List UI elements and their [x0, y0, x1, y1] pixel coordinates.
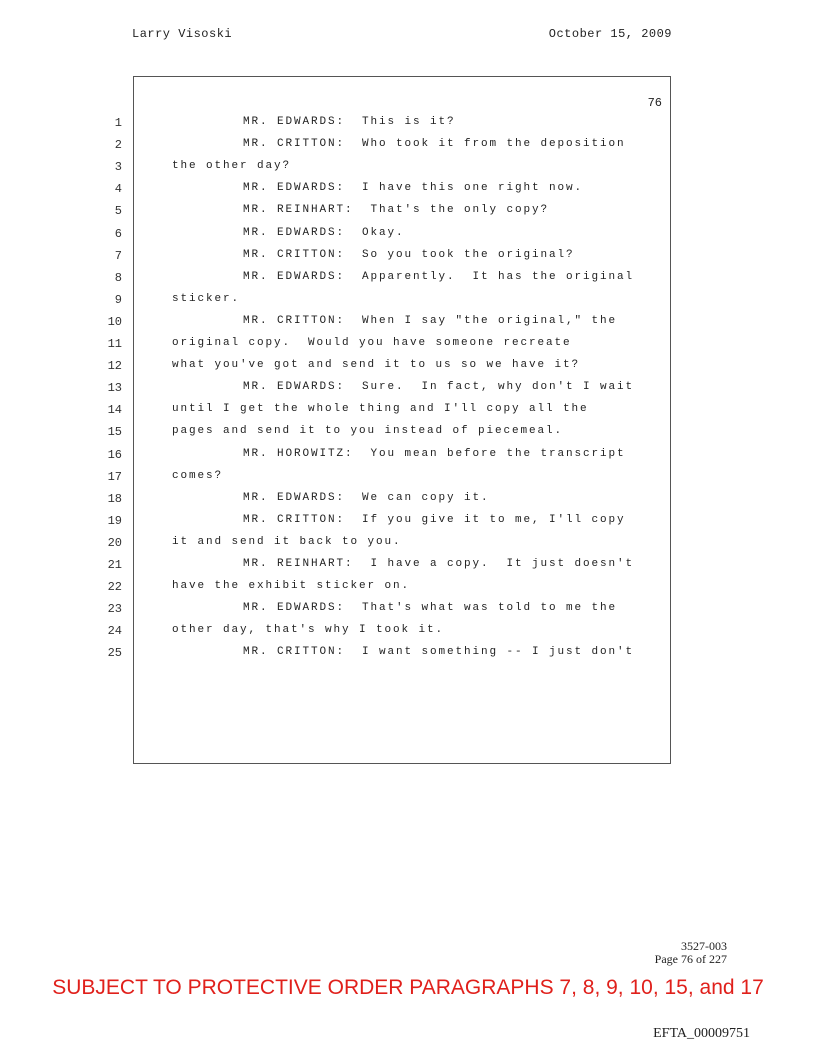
line-text: pages and send it to you instead of piecemeal.	[172, 425, 564, 438]
line-number: 16	[107, 447, 122, 462]
line-number: 9	[114, 292, 122, 307]
line-number: 1	[114, 116, 122, 130]
line-number: 23	[107, 602, 122, 617]
transcript-line	[0, 580, 816, 600]
page-of-count: Page 76 of 227	[654, 952, 727, 966]
transcript-line	[0, 381, 816, 401]
transcript-line	[0, 315, 816, 335]
line-text: MR. CRITTON: So you took the original?	[243, 248, 575, 261]
transcript-line	[0, 646, 816, 666]
transcript-line	[0, 425, 816, 445]
transcript-line	[0, 160, 816, 180]
line-text: MR. CRITTON: If you give it to me, I'll copy	[243, 513, 626, 526]
line-text: the other day?	[172, 160, 292, 173]
transcript-line	[0, 536, 816, 556]
transcript-page-number: 76	[647, 96, 662, 110]
line-number: 24	[107, 624, 122, 639]
line-text: MR. EDWARDS: I have this one right now.	[243, 182, 584, 195]
transcript-line	[0, 116, 816, 136]
line-number: 19	[107, 513, 122, 528]
line-number: 7	[114, 248, 122, 263]
line-text: MR. EDWARDS: This is it?	[243, 116, 456, 128]
bates-number: EFTA_00009751	[653, 1026, 750, 1041]
line-text: have the exhibit sticker on.	[172, 580, 411, 593]
transcript-line	[0, 138, 816, 158]
document-id	[655, 940, 727, 966]
line-text: it and send it back to you.	[172, 535, 402, 548]
line-text: original copy. Would you have someone recreate	[172, 337, 572, 349]
line-number: 2	[114, 138, 122, 153]
transcript-line	[0, 403, 816, 423]
protective-order-notice: SUBJECT TO PROTECTIVE ORDER PARAGRAPHS 7, 8, 9, 10, 15, and 17	[52, 976, 764, 999]
line-number: 6	[114, 226, 122, 241]
transcript-line	[0, 492, 816, 512]
transcript-line	[0, 249, 816, 269]
line-text: sticker.	[172, 292, 241, 305]
line-text: MR. CRITTON: I want something -- I just don't	[243, 646, 635, 659]
transcript-line	[0, 271, 816, 291]
line-number: 4	[114, 182, 122, 197]
line-number: 12	[107, 359, 122, 374]
line-text: MR. HOROWITZ: You mean before the transcript	[243, 447, 626, 460]
line-number: 22	[107, 580, 122, 595]
transcript-line	[0, 204, 816, 224]
line-number: 15	[107, 425, 122, 440]
deponent-name: Larry Visoski	[132, 27, 233, 41]
line-text: MR. CRITTON: Who took it from the deposition	[243, 138, 626, 151]
line-number: 11	[107, 337, 122, 351]
transcript-line	[0, 624, 816, 644]
deposition-date: October 15, 2009	[548, 27, 672, 41]
transcript-line	[0, 293, 816, 313]
transcript-line	[0, 602, 816, 622]
line-number: 3	[114, 160, 122, 175]
line-number: 20	[107, 535, 122, 550]
line-text: MR. REINHART: I have a copy. It just doesn't	[243, 558, 635, 570]
doc-code: 3527-003	[681, 939, 727, 953]
transcript-line	[0, 182, 816, 202]
line-number: 18	[107, 491, 122, 506]
transcript-line	[0, 337, 816, 357]
line-text: MR. EDWARDS: That's what was told to me the	[243, 602, 618, 615]
line-number: 14	[107, 403, 122, 418]
line-text: comes?	[172, 469, 224, 482]
transcript-line	[0, 448, 816, 468]
line-text: MR. EDWARDS: Sure. In fact, why don't I wait	[243, 381, 635, 394]
line-number: 21	[107, 558, 122, 572]
line-number: 5	[114, 204, 122, 219]
transcript-line	[0, 359, 816, 379]
line-number: 10	[107, 314, 122, 329]
line-number: 17	[107, 469, 122, 484]
line-text: until I get the whole thing and I'll copy all the	[172, 403, 589, 416]
line-number: 13	[107, 381, 122, 396]
transcript-line	[0, 227, 816, 247]
line-text: MR. CRITTON: When I say "the original," the	[243, 314, 618, 327]
line-text: MR. EDWARDS: Okay.	[243, 226, 405, 239]
transcript-line	[0, 558, 816, 578]
transcript-line	[0, 514, 816, 534]
line-number: 8	[114, 270, 122, 285]
line-text: MR. EDWARDS: Apparently. It has the original	[243, 270, 635, 283]
line-text: other day, that's why I took it.	[172, 624, 445, 637]
line-number: 25	[107, 646, 122, 661]
line-text: MR. EDWARDS: We can copy it.	[243, 491, 490, 504]
line-text: what you've got and send it to us so we have it?	[172, 359, 581, 372]
transcript-line	[0, 470, 816, 490]
line-text: MR. REINHART: That's the only copy?	[243, 204, 550, 217]
